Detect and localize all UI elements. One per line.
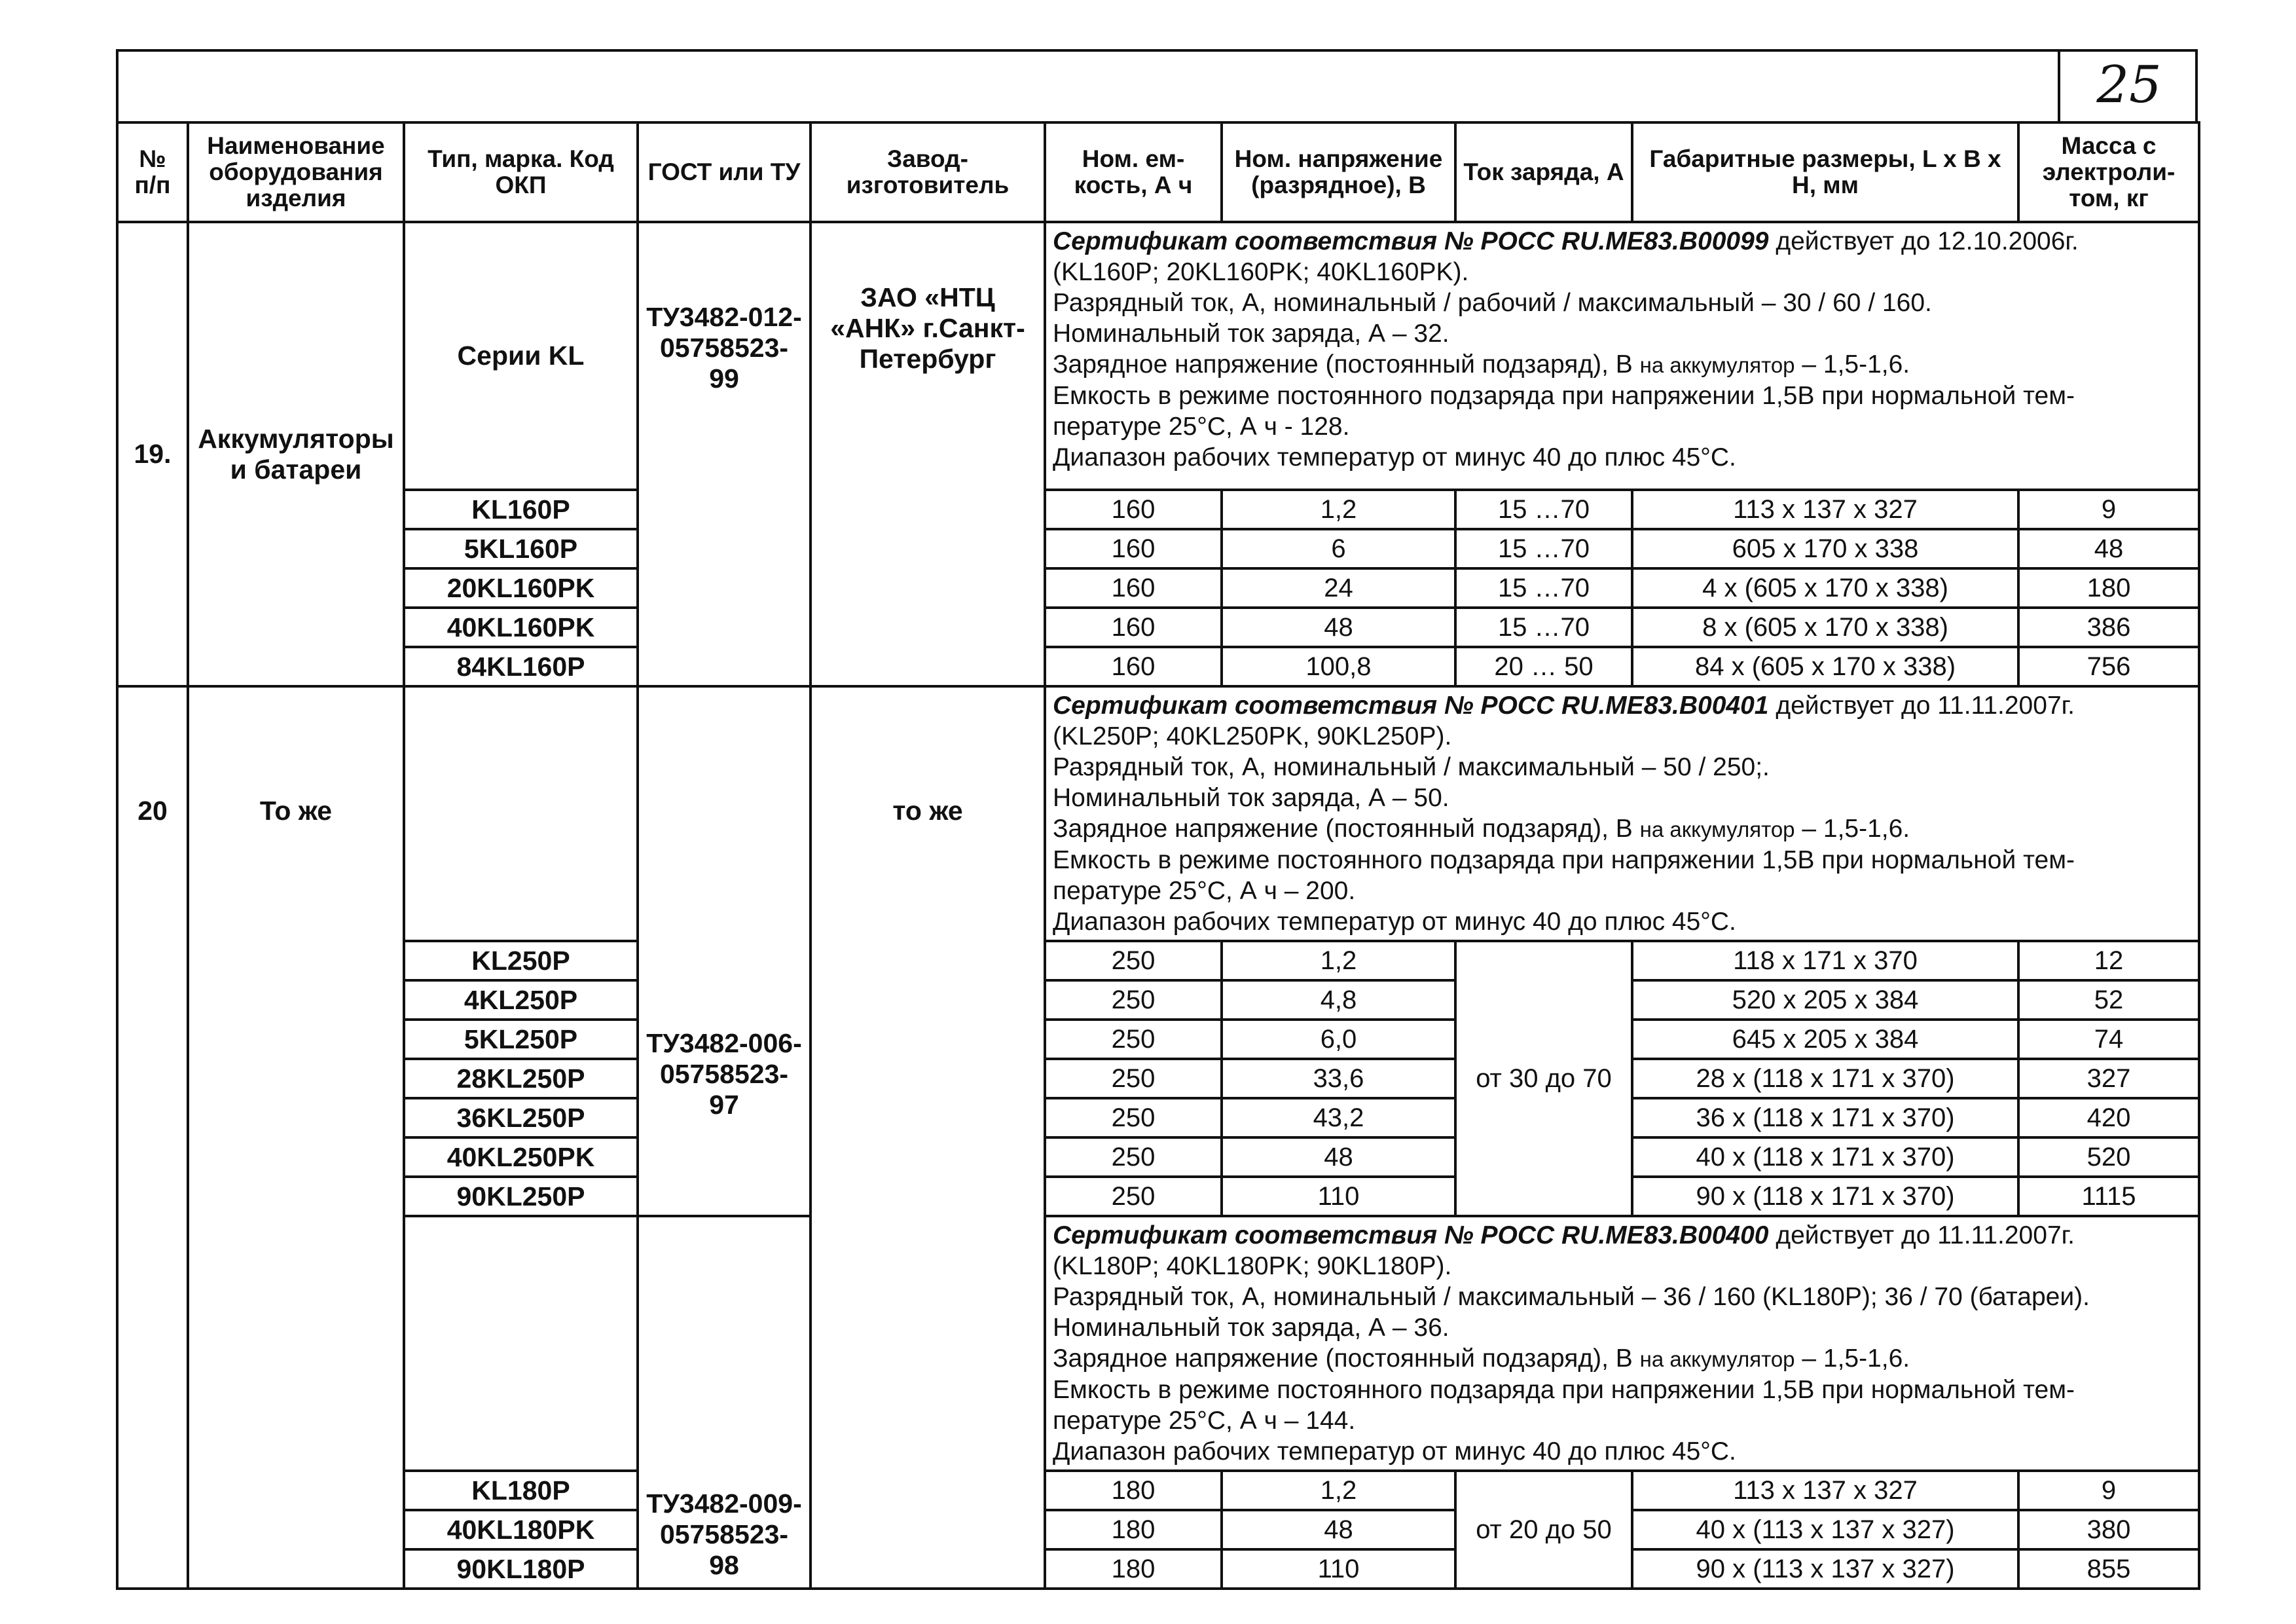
page-number: 25 — [2058, 49, 2198, 121]
item-dims: 113 x 137 x 327 — [1632, 1471, 2018, 1510]
row-20-certificate-a — [1045, 686, 2199, 941]
item-dims: 40 x (113 x 137 x 327) — [1632, 1510, 2018, 1549]
table-row — [117, 568, 2199, 608]
item-mass: 74 — [2018, 1020, 2199, 1059]
item-type: KL180P — [404, 1471, 638, 1510]
item-mass: 9 — [2018, 490, 2199, 529]
header-name: Наименование оборудования изделия — [188, 122, 404, 222]
cert-line: Зарядное напряжение (постоянный подзаряд), В — [1053, 1344, 1640, 1373]
item-voltage: 48 — [1222, 1510, 1455, 1549]
table-row — [117, 647, 2199, 686]
item-voltage: 110 — [1222, 1177, 1455, 1216]
item-voltage: 110 — [1222, 1549, 1455, 1589]
cert-line: Номинальный ток заряда, А – 50. — [1053, 784, 1449, 812]
item-voltage: 1,2 — [1222, 1471, 1455, 1510]
item-type: KL250P — [404, 941, 638, 980]
item-mass: 48 — [2018, 529, 2199, 568]
table-row — [117, 608, 2199, 647]
item-dims: 40 x (118 x 171 x 370) — [1632, 1137, 2018, 1177]
row-20-plant: то же — [811, 686, 1045, 1589]
row-20-type-blank-b — [404, 1216, 638, 1471]
item-voltage: 6 — [1222, 529, 1455, 568]
item-dims: 645 x 205 x 384 — [1632, 1020, 2018, 1059]
cert-line: пературе 25°С, А ч – 200. — [1053, 877, 1356, 905]
item-voltage: 24 — [1222, 568, 1455, 608]
row-19-gost: ТУ3482-012-05758523-99 — [638, 222, 811, 686]
item-capacity: 180 — [1045, 1471, 1222, 1510]
item-mass: 420 — [2018, 1098, 2199, 1137]
cert-line: – 1,5-1,6. — [1795, 1344, 1910, 1373]
cert-line: Разрядный ток, А, номинальный / максимальный – 36 / 160 (KL180P); 36 / 70 (батареи). — [1053, 1283, 2090, 1311]
item-type: KL160P — [404, 490, 638, 529]
item-type: 40KL180PK — [404, 1510, 638, 1549]
item-mass: 380 — [2018, 1510, 2199, 1549]
item-capacity: 250 — [1045, 1059, 1222, 1098]
table-row — [117, 1549, 2199, 1589]
item-capacity: 250 — [1045, 1098, 1222, 1137]
item-charge: 20 … 50 — [1455, 647, 1632, 686]
row-20-cert-b-row — [117, 1216, 2199, 1471]
item-type: 90KL250P — [404, 1177, 638, 1216]
cert-title: Сертификат соответствия № РОСС RU.ME83.B00099 — [1053, 227, 1769, 255]
cert-line: Номинальный ток заряда, А – 36. — [1053, 1314, 1449, 1342]
cert-line: (KL180P; 40KL180PK; 90KL180P). — [1053, 1252, 1452, 1280]
item-mass: 327 — [2018, 1059, 2199, 1098]
item-capacity: 180 — [1045, 1549, 1222, 1589]
table-row — [117, 1137, 2199, 1177]
cert-line: Разрядный ток, А, номинальный / максимальный – 50 / 250;. — [1053, 753, 1770, 781]
cert-line: Зарядное напряжение (постоянный подзаряд), В — [1053, 815, 1640, 843]
cert-line: (KL160P; 20KL160PK; 40KL160PK). — [1053, 258, 1469, 286]
item-charge-merged: от 20 до 50 — [1455, 1471, 1632, 1589]
item-voltage: 1,2 — [1222, 490, 1455, 529]
row-20-cert-a-row — [117, 686, 2199, 941]
item-type: 5KL250P — [404, 1020, 638, 1059]
item-dims: 605 x 170 x 338 — [1632, 529, 2018, 568]
item-mass: 52 — [2018, 980, 2199, 1020]
item-capacity: 250 — [1045, 980, 1222, 1020]
item-dims: 28 x (118 x 171 x 370) — [1632, 1059, 2018, 1098]
item-dims: 4 x (605 x 170 x 338) — [1632, 568, 2018, 608]
cert-line: пературе 25°С, А ч – 144. — [1053, 1407, 1356, 1435]
cert-valid: действует до 12.10.2006г. — [1768, 227, 2079, 255]
cert-line: пературе 25°С, А ч - 128. — [1053, 413, 1350, 441]
item-voltage: 48 — [1222, 608, 1455, 647]
item-type: 40KL250PK — [404, 1137, 638, 1177]
item-capacity: 250 — [1045, 1177, 1222, 1216]
item-mass: 12 — [2018, 941, 2199, 980]
item-mass: 520 — [2018, 1137, 2199, 1177]
item-capacity: 250 — [1045, 941, 1222, 980]
item-type: 36KL250P — [404, 1098, 638, 1137]
item-capacity: 160 — [1045, 568, 1222, 608]
row-19-certificate — [1045, 222, 2199, 490]
item-voltage: 33,6 — [1222, 1059, 1455, 1098]
item-capacity: 250 — [1045, 1137, 1222, 1177]
header-plant: Завод-изготовитель — [811, 122, 1045, 222]
header-type: Тип, марка. Код ОКП — [404, 122, 638, 222]
item-mass: 1115 — [2018, 1177, 2199, 1216]
item-voltage: 43,2 — [1222, 1098, 1455, 1137]
table-row — [117, 1510, 2199, 1549]
item-type: 5KL160P — [404, 529, 638, 568]
item-dims: 84 x (605 x 170 x 338) — [1632, 647, 2018, 686]
item-voltage: 6,0 — [1222, 1020, 1455, 1059]
cert-line: – 1,5-1,6. — [1795, 815, 1910, 843]
item-dims: 520 x 205 x 384 — [1632, 980, 2018, 1020]
cert-line: Разрядный ток, А, номинальный / рабочий / максимальный – 30 / 60 / 160. — [1053, 289, 1932, 317]
row-20-gost-b: ТУ3482-009-05758523-98 — [638, 1216, 811, 1589]
table-row — [117, 1098, 2199, 1137]
item-voltage: 4,8 — [1222, 980, 1455, 1020]
cert-line: Емкость в режиме постоянного подзаряда при напряжении 1,5В при нормальной тем- — [1053, 846, 2075, 874]
item-capacity: 160 — [1045, 647, 1222, 686]
cert-line: Диапазон рабочих температур от минус 40 до плюс 45°С. — [1053, 1437, 1736, 1466]
item-voltage: 100,8 — [1222, 647, 1455, 686]
table-row — [117, 490, 2199, 529]
table-row — [117, 1471, 2199, 1510]
item-mass: 180 — [2018, 568, 2199, 608]
item-capacity: 180 — [1045, 1510, 1222, 1549]
item-charge: 15 …70 — [1455, 490, 1632, 529]
cert-title: Сертификат соответствия № РОСС RU.ME83.B00400 — [1053, 1221, 1769, 1249]
row-19-plant: ЗАО «НТЦ «АНК» г.Санкт-Петербург — [811, 222, 1045, 686]
item-charge: 15 …70 — [1455, 568, 1632, 608]
row-19-type: Серии KL — [404, 222, 638, 490]
row-19-name: Аккумуляторы и батареи — [188, 222, 404, 686]
cert-line: Диапазон рабочих температур от минус 40 до плюс 45°С. — [1053, 908, 1736, 936]
item-capacity: 250 — [1045, 1020, 1222, 1059]
table-row — [117, 980, 2199, 1020]
item-charge-merged: от 30 до 70 — [1455, 941, 1632, 1216]
cert-line: Номинальный ток заряда, А – 32. — [1053, 320, 1449, 348]
cert-line: Зарядное напряжение (постоянный подзаряд), В — [1053, 350, 1640, 378]
row-20-type-blank — [404, 686, 638, 941]
header-row — [117, 122, 2199, 222]
document-page — [116, 49, 2198, 1585]
item-charge: 15 …70 — [1455, 529, 1632, 568]
cert-valid: действует до 11.11.2007г. — [1768, 692, 2075, 720]
row-20-gost-a: ТУ3482-006-05758523-97 — [638, 686, 811, 1216]
item-mass: 386 — [2018, 608, 2199, 647]
header-voltage: Ном. напряжение (разрядное), В — [1222, 122, 1455, 222]
table-row — [117, 941, 2199, 980]
cert-line-small: на аккумулятор — [1639, 353, 1795, 377]
item-dims: 90 x (113 x 137 x 327) — [1632, 1549, 2018, 1589]
table-row — [117, 1020, 2199, 1059]
item-capacity: 160 — [1045, 529, 1222, 568]
table-row — [117, 529, 2199, 568]
header-num: № п/п — [117, 122, 188, 222]
equipment-table — [116, 121, 2200, 1590]
header-mass: Масса с электроли-том, кг — [2018, 122, 2199, 222]
table-row — [117, 1177, 2199, 1216]
header-charge: Ток заряда, А — [1455, 122, 1632, 222]
row-19-cert-row — [117, 222, 2199, 490]
item-type: 4KL250P — [404, 980, 638, 1020]
cert-line: Диапазон рабочих температур от минус 40 до плюс 45°С. — [1053, 443, 1736, 471]
row-20-num: 20 — [117, 686, 188, 1589]
item-mass: 9 — [2018, 1471, 2199, 1510]
item-type: 90KL180P — [404, 1549, 638, 1589]
row-19-num: 19. — [117, 222, 188, 686]
row-20-certificate-b — [1045, 1216, 2199, 1471]
item-charge: 15 …70 — [1455, 608, 1632, 647]
item-mass: 756 — [2018, 647, 2199, 686]
item-mass: 855 — [2018, 1549, 2199, 1589]
header-dims: Габаритные размеры, L x B x H, мм — [1632, 122, 2018, 222]
cert-title: Сертификат соответствия № РОСС RU.ME83.B00401 — [1053, 692, 1769, 720]
table-row — [117, 1059, 2199, 1098]
top-band — [116, 49, 2198, 121]
item-voltage: 48 — [1222, 1137, 1455, 1177]
item-dims: 36 x (118 x 171 x 370) — [1632, 1098, 2018, 1137]
cert-line: (KL250P; 40KL250PK, 90KL250P). — [1053, 722, 1452, 750]
item-dims: 90 x (118 x 171 x 370) — [1632, 1177, 2018, 1216]
cert-line: Емкость в режиме постоянного подзаряда при напряжении 1,5В при нормальной тем- — [1053, 382, 2075, 410]
header-capacity: Ном. ем-кость, А ч — [1045, 122, 1222, 222]
cert-valid: действует до 11.11.2007г. — [1768, 1221, 2075, 1249]
item-type: 28KL250P — [404, 1059, 638, 1098]
cert-line-small: на аккумулятор — [1639, 1347, 1795, 1371]
item-capacity: 160 — [1045, 608, 1222, 647]
row-20-name: То же — [188, 686, 404, 1589]
item-dims: 8 x (605 x 170 x 338) — [1632, 608, 2018, 647]
item-type: 40KL160PK — [404, 608, 638, 647]
cert-line-small: на аккумулятор — [1639, 817, 1795, 841]
item-voltage: 1,2 — [1222, 941, 1455, 980]
item-type: 84KL160P — [404, 647, 638, 686]
item-dims: 118 x 171 x 370 — [1632, 941, 2018, 980]
cert-line: Емкость в режиме постоянного подзаряда при напряжении 1,5В при нормальной тем- — [1053, 1376, 2075, 1404]
item-capacity: 160 — [1045, 490, 1222, 529]
item-dims: 113 x 137 x 327 — [1632, 490, 2018, 529]
header-gost: ГОСТ или ТУ — [638, 122, 811, 222]
cert-line: – 1,5-1,6. — [1795, 350, 1910, 378]
item-type: 20KL160PK — [404, 568, 638, 608]
